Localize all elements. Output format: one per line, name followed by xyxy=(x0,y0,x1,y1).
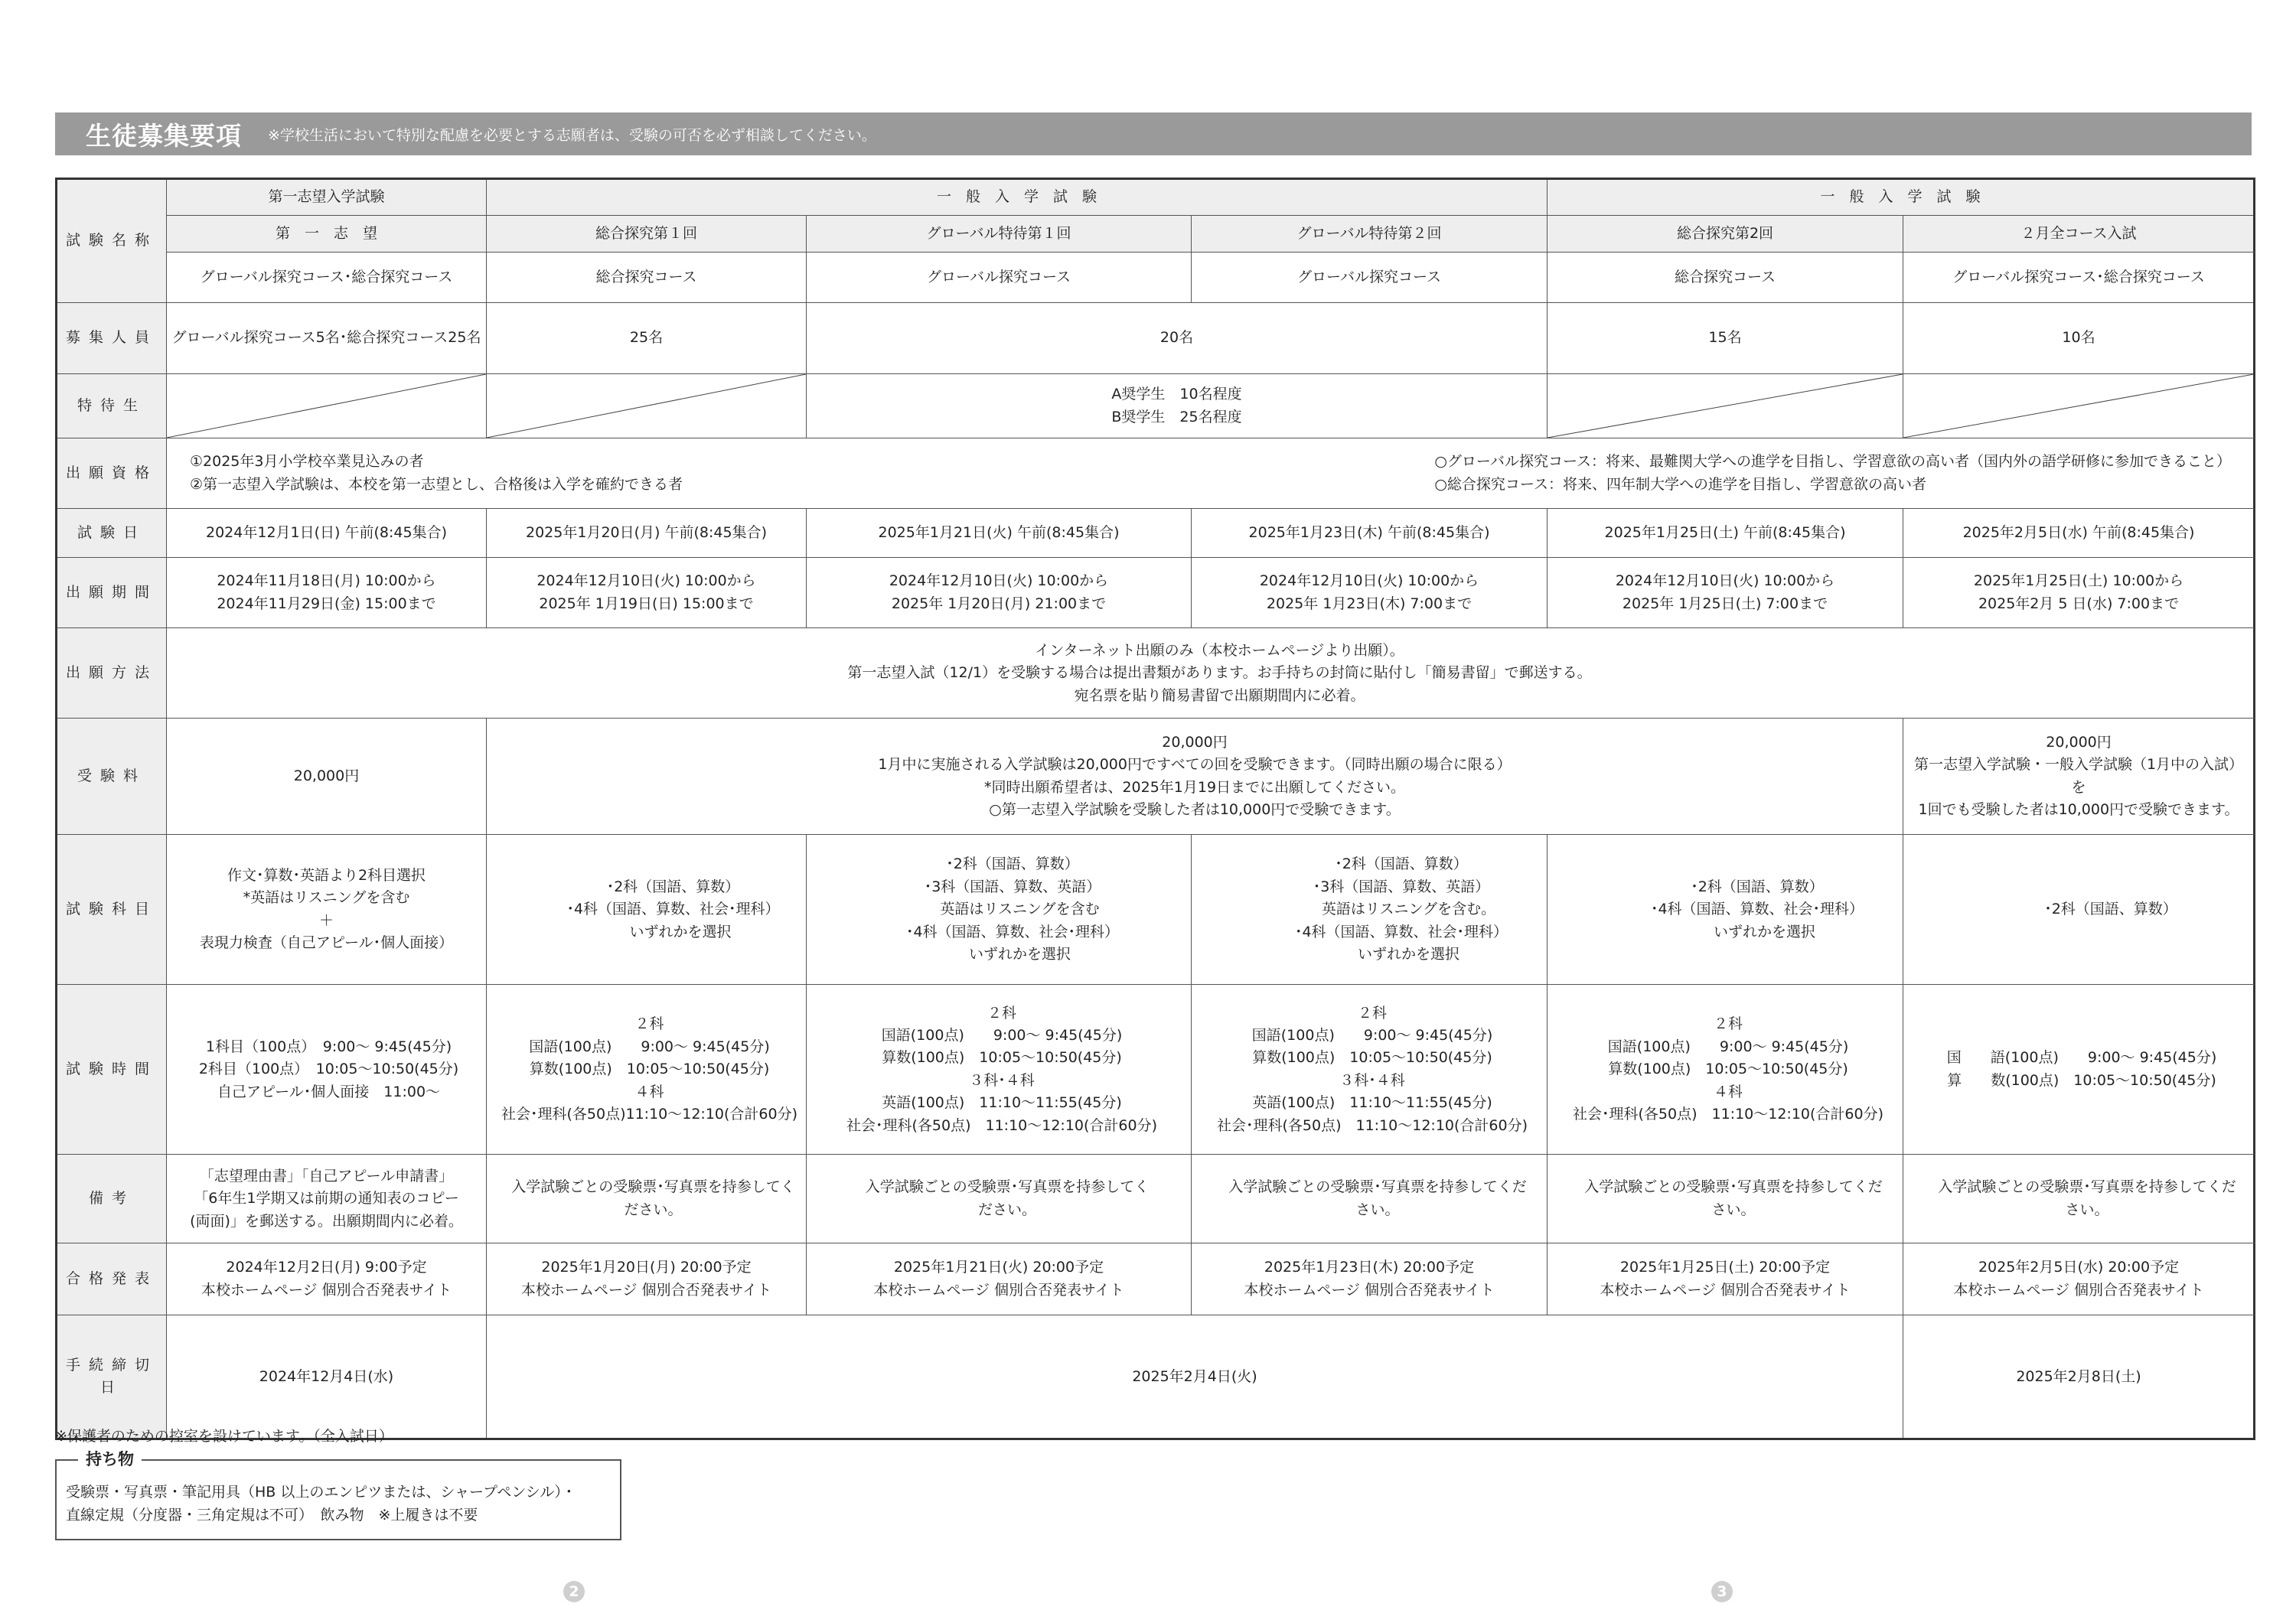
app-period-cell: 2024年12月10日(火) 10:00から 2025年 1月23日(木) 7:00まで xyxy=(1192,558,1548,628)
app-period-cell: 2024年11月18日(月) 10:00から 2024年11月29日(金) 15:00まで xyxy=(167,558,487,628)
table-row xyxy=(57,1243,2255,1315)
table-row xyxy=(57,719,2255,835)
subjects-text: ･2科（国語、算数） ･4科（国語、算数、社会･理科） いずれかを選択 xyxy=(1650,878,1864,940)
deadline-general-cell: 2025年2月4日(火) xyxy=(487,1315,1903,1439)
footnote: ※保護者のための控室を設けています。（全入試日） xyxy=(55,1428,393,1445)
table-row xyxy=(57,374,2255,438)
app-period-cell: 2025年1月25日(土) 10:00から 2025年2月 5 日(水) 7:00まで xyxy=(1903,558,2255,628)
row-label-app-period: 出願期間 xyxy=(57,558,167,628)
exam-name-cell: グローバル特待第１回 xyxy=(807,216,1192,253)
row-label-qualification: 出願資格 xyxy=(57,438,167,509)
result-cell: 2025年1月25日(土) 20:00予定 本校ホームページ 個別合否発表サイト xyxy=(1548,1243,1903,1315)
group-header-first-choice: 第一志望入学試験 xyxy=(167,179,487,216)
items-title: 持ち物 xyxy=(78,1447,142,1470)
subjects-text: ･2科（国語、算数） ･3科（国語、算数、英語） 英語はリスニングを含む ･4科（国語、算数、社会･理科） いずれかを選択 xyxy=(905,855,1120,963)
exam-time-cell: 国 語(100点) 9:00～ 9:45(45分) 算 数(100点) 10:05～10:50(45分) xyxy=(1903,985,2255,1155)
exam-time-cell: ２科 国語(100点) 9:00～ 9:45(45分) 算数(100点) 10:05～10:50(45分) ４科 社会･理科(各50点) 11:10～12:10(合計60分) xyxy=(1548,985,1903,1155)
exam-name-cell: 総合探究第2回 xyxy=(1548,216,1903,253)
course-cell: グローバル探究コース･総合探究コース xyxy=(1903,253,2255,303)
items-box xyxy=(55,1450,621,1540)
table-row xyxy=(57,1315,2255,1439)
row-label-exam-time: 試験時間 xyxy=(57,985,167,1155)
scholarship-cell: A奨学生 10名程度 B奨学生 25名程度 xyxy=(807,374,1548,438)
group-header-general-1: 一 般 入 学 試 験 xyxy=(487,179,1548,216)
page-number-left: 2 xyxy=(563,1581,585,1602)
subjects-cell xyxy=(1903,835,2255,985)
qualification-left: ①2025年3月小学校卒業見込みの者 ②第一志望入学試験は、本校を第一志望とし、合格後は入学を確約できる者 xyxy=(190,453,683,493)
exam-date-cell: 2025年1月25日(土) 午前(8:45集合) xyxy=(1548,509,1903,558)
capacity-cell: 25名 xyxy=(487,303,807,374)
subjects-text: ･2科（国語、算数） ･3科（国語、算数、英語） 英語はリスニングを含む。 ･4科（国語、算数、社会･理科） いずれかを選択 xyxy=(1294,855,1508,963)
table-row xyxy=(57,985,2255,1155)
notes-cell: 「志望理由書」「自己アピール申請書」 「6年生1学期又は前期の通知表のコピー (両面)」を郵送する。出願期間内に必着。 xyxy=(167,1155,487,1243)
row-label-fee: 受験料 xyxy=(57,719,167,835)
course-cell: 総合探究コース xyxy=(1548,253,1903,303)
course-cell: グローバル探究コース xyxy=(1192,253,1548,303)
course-cell: 総合探究コース xyxy=(487,253,807,303)
app-period-cell: 2024年12月10日(火) 10:00から 2025年 1月25日(土) 7:00まで xyxy=(1548,558,1903,628)
notes-cell: 入学試験ごとの受験票･写真票を持参してくだ さい。 xyxy=(1548,1155,1903,1243)
deadline-feb-cell: 2025年2月8日(土) xyxy=(1903,1315,2255,1439)
fee-first-cell: 20,000円 xyxy=(167,719,487,835)
row-label-exam-name: 試験名称 xyxy=(57,179,167,303)
header-bar xyxy=(55,112,2252,155)
subjects-text: ･2科（国語、算数） ･4科（国語、算数、社会･理科） いずれかを選択 xyxy=(566,878,780,940)
subjects-cell xyxy=(807,835,1192,985)
exam-name-cell: 総合探究第１回 xyxy=(487,216,807,253)
table-row xyxy=(57,438,2255,509)
table-row xyxy=(57,216,2255,253)
subjects-cell: 作文･算数･英語より2科目選択 *英語はリスニングを含む ＋ 表現力検査（自己アピール･個人面接） xyxy=(167,835,487,985)
capacity-cell: 20名 xyxy=(807,303,1548,374)
empty-diagonal-cell xyxy=(167,374,487,438)
items-text: 受験票・写真票・筆記用具（HB 以上のエンピツまたは、シャープペンシル）・ 直線定規（分度器・三角定規は不可） 飲み物 ※上履きは不要 xyxy=(66,1484,576,1524)
capacity-cell: グローバル探究コース5名･総合探究コース25名 xyxy=(167,303,487,374)
exam-name-cell: グローバル特待第２回 xyxy=(1192,216,1548,253)
row-label-subjects: 試験科目 xyxy=(57,835,167,985)
capacity-cell: 10名 xyxy=(1903,303,2255,374)
result-cell: 2025年2月5日(水) 20:00予定 本校ホームページ 個別合否発表サイト xyxy=(1903,1243,2255,1315)
subjects-cell xyxy=(1548,835,1903,985)
row-label-scholarship: 特待生 xyxy=(57,374,167,438)
result-cell: 2024年12月2日(月) 9:00予定 本校ホームページ 個別合否発表サイト xyxy=(167,1243,487,1315)
admission-table xyxy=(55,178,2255,1440)
table-row xyxy=(57,628,2255,719)
subjects-text: ･2科（国語、算数） xyxy=(2044,901,2177,918)
page-title: 生徒募集要項 xyxy=(86,120,242,151)
empty-diagonal-cell xyxy=(1548,374,1903,438)
exam-time-cell: 1科目（100点） 9:00～ 9:45(45分) 2科目（100点） 10:05～10:50(45分) 自己アピール･個人面接 11:00～ xyxy=(167,985,487,1155)
notes-cell: 入学試験ごとの受験票･写真票を持参してく ださい。 xyxy=(487,1155,807,1243)
row-label-exam-date: 試験日 xyxy=(57,509,167,558)
exam-name-cell: 第 一 志 望 xyxy=(167,216,487,253)
exam-time-cell: ２科 国語(100点) 9:00～ 9:45(45分) 算数(100点) 10:05～10:50(45分) ４科 社会･理科(各50点)11:10～12:10(合計60分) xyxy=(487,985,807,1155)
exam-date-cell: 2024年12月1日(日) 午前(8:45集合) xyxy=(167,509,487,558)
table-row xyxy=(57,558,2255,628)
notes-cell: 入学試験ごとの受験票･写真票を持参してく ださい。 xyxy=(807,1155,1192,1243)
exam-date-cell: 2025年1月20日(月) 午前(8:45集合) xyxy=(487,509,807,558)
group-header-general-2: 一 般 入 学 試 験 xyxy=(1548,179,2255,216)
header-note: ※学校生活において特別な配慮を必要とする志願者は、受験の可否を必ず相談してください。 xyxy=(268,126,876,144)
app-period-cell: 2024年12月10日(火) 10:00から 2025年 1月19日(日) 15:00まで xyxy=(487,558,807,628)
capacity-cell: 15名 xyxy=(1548,303,1903,374)
result-cell: 2025年1月20日(月) 20:00予定 本校ホームページ 個別合否発表サイト xyxy=(487,1243,807,1315)
row-label-app-method: 出願方法 xyxy=(57,628,167,719)
exam-time-cell: ２科 国語(100点) 9:00～ 9:45(45分) 算数(100点) 10:05～10:50(45分) ３科･４科 英語(100点) 11:10～11:55(45分) 社会･理科(各50点) 11:10～12:10(合計60分) xyxy=(1192,985,1548,1155)
empty-diagonal-cell xyxy=(487,374,807,438)
table-row xyxy=(57,509,2255,558)
fee-feb-cell: 20,000円 第一志望入学試験・一般入学試験（1月中の入試）を 1回でも受験した者は10,000円で受験できます。 xyxy=(1903,719,2255,835)
app-method-cell: インターネット出願のみ（本校ホームページより出願）。 第一志望入試（12/1）を受験する場合は提出書類があります。お手持ちの封筒に貼付し「簡易書留」で郵送する。 宛名票を貼り簡易書留で出願期間内に必着。 xyxy=(167,628,2255,719)
exam-name-cell: ２月全コース入試 xyxy=(1903,216,2255,253)
table-row xyxy=(57,1155,2255,1243)
deadline-first-cell: 2024年12月4日(水) xyxy=(167,1315,487,1439)
qualification-cell xyxy=(167,438,2255,509)
table-row xyxy=(57,303,2255,374)
subjects-cell xyxy=(487,835,807,985)
notes-cell: 入学試験ごとの受験票･写真票を持参してくだ さい。 xyxy=(1903,1155,2255,1243)
table-row xyxy=(57,253,2255,303)
subjects-cell xyxy=(1192,835,1548,985)
course-cell: グローバル探究コース xyxy=(807,253,1192,303)
row-label-deadline: 手続締切日 xyxy=(57,1315,167,1439)
table-row xyxy=(57,835,2255,985)
row-label-capacity: 募集人員 xyxy=(57,303,167,374)
exam-date-cell: 2025年2月5日(水) 午前(8:45集合) xyxy=(1903,509,2255,558)
course-cell: グローバル探究コース･総合探究コース xyxy=(167,253,487,303)
exam-date-cell: 2025年1月21日(火) 午前(8:45集合) xyxy=(807,509,1192,558)
exam-date-cell: 2025年1月23日(木) 午前(8:45集合) xyxy=(1192,509,1548,558)
page-number-right: 3 xyxy=(1711,1581,1733,1602)
row-label-result: 合格発表 xyxy=(57,1243,167,1315)
table-row xyxy=(57,179,2255,216)
result-cell: 2025年1月23日(木) 20:00予定 本校ホームページ 個別合否発表サイト xyxy=(1192,1243,1548,1315)
empty-diagonal-cell xyxy=(1903,374,2255,438)
result-cell: 2025年1月21日(火) 20:00予定 本校ホームページ 個別合否発表サイト xyxy=(807,1243,1192,1315)
exam-time-cell: ２科 国語(100点) 9:00～ 9:45(45分) 算数(100点) 10:05～10:50(45分) ３科･４科 英語(100点) 11:10～11:55(45分) 社会･理科(各50点) 11:10～12:10(合計60分) xyxy=(807,985,1192,1155)
row-label-notes: 備考 xyxy=(57,1155,167,1243)
qualification-right: ○グローバル探究コース：将来、最難関大学への進学を目指し、学習意欲の高い者（国内外の語学研修に参加できること） ○総合探究コース：将来、四年制大学への進学を目指し、学習意欲の高い者 xyxy=(1434,453,2232,493)
notes-cell: 入学試験ごとの受験票･写真票を持参してくだ さい。 xyxy=(1192,1155,1548,1243)
fee-general-cell: 20,000円 1月中に実施される入学試験は20,000円ですべての回を受験できます。（同時出願の場合に限る） *同時出願希望者は、2025年1月19日までに出願してください。 ○第一志望入学試験を受験した者は10,000円で受験できます。 xyxy=(487,719,1903,835)
app-period-cell: 2024年12月10日(火) 10:00から 2025年 1月20日(月) 21:00まで xyxy=(807,558,1192,628)
